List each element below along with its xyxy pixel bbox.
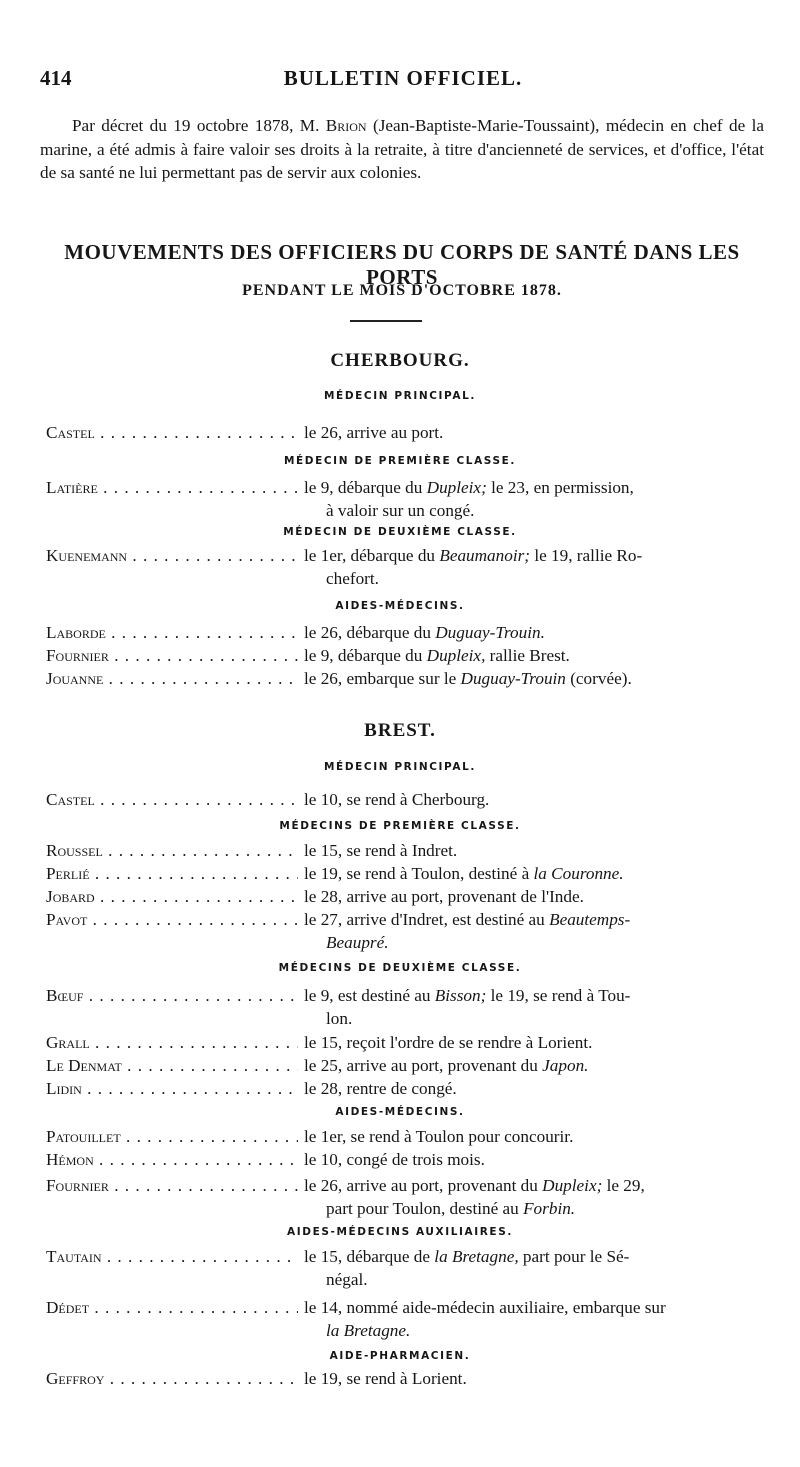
ship-name: la Bretagne. [326,1321,411,1340]
list-item [46,1367,766,1390]
list-item [46,1148,766,1171]
rank-heading: MÉDECIN PRINCIPAL. [324,761,476,773]
list-item [46,1245,766,1291]
entry-text-continuation: chefort. [326,569,379,588]
officer-name: Perlié . . . [46,862,298,885]
rank-heading: MÉDECIN PRINCIPAL. [324,390,476,402]
list-item [46,1031,766,1054]
entry-text-continuation [304,1197,766,1220]
entry-text [304,984,766,1030]
intro-paragraph [40,114,764,185]
ship-name: Dupleix; [426,478,487,497]
rank-heading: MÉDECIN DE PREMIÈRE CLASSE. [283,455,517,467]
officer-name: Dédet . . . [46,1296,298,1319]
intro-name: Brion [325,116,367,135]
entry-text-part: le 9, débarque du [304,646,423,665]
entry-text: le 26, arrive au port. [304,423,444,442]
page-header [40,66,766,96]
list-item [46,1174,766,1220]
page-number: 414 [40,66,72,90]
ship-name: Dupleix, [426,646,486,665]
entry-text: le 28, rentre de congé. [304,1079,457,1098]
officer-name: Patouillet . . . [46,1125,298,1148]
entry-text [304,544,766,590]
entry-text-part: le 25, arrive au port, provenant du [304,1056,538,1075]
officer-name: Jobard . . . [46,885,298,908]
entry-text [304,1054,766,1077]
ship-name: la Couronne. [533,864,624,883]
running-title: BULLETIN OFFICIEL. [283,66,523,90]
entry-text: le 1er, se rend à Toulon pour concourir. [304,1127,574,1146]
ship-name: Beaumanoir; [439,546,531,565]
list-item [46,862,766,885]
entry-text: le 10, se rend à Cherbourg. [304,790,490,809]
ship-name: Duguay-Trouin [460,669,566,688]
officer-name: Kuenemann . . . [46,544,298,567]
officer-name: Castel . . . [46,421,298,444]
entry-text-part: le 27, arrive d'Indret, est destiné au [304,910,545,929]
list-item [46,644,766,667]
officer-name: Tautain . . . [46,1245,298,1268]
entry-text-part: le 26, débarque du [304,623,431,642]
officer-name: Lidin . . . [46,1077,298,1100]
entry-text-part: (corvée). [570,669,632,688]
entry-text [304,476,766,522]
entry-text-part: rallie Brest. [489,646,570,665]
entry-text-part: le 26, arrive au port, provenant du [304,1176,538,1195]
list-item [46,476,766,522]
entry-text [304,862,766,885]
entry-text-part: le 29, [606,1176,645,1195]
ship-name: Beautemps- [549,910,631,929]
ship-name: Dupleix; [542,1176,603,1195]
entry-text [304,621,766,644]
list-item [46,1125,766,1148]
ship-name: la Bretagne, [434,1247,519,1266]
intro-prefix: Par décret du 19 octobre 1878, M. [72,116,320,135]
officer-name: Fournier . . . [46,1174,298,1197]
rank-heading: AIDES-MÉDECINS AUXILIAIRES. [287,1226,513,1238]
entry-text-part: part pour le Sé- [522,1247,630,1266]
entry-text: le 19, se rend à Lorient. [304,1369,467,1388]
officer-name: Grall . . . [46,1031,298,1054]
officer-name: Bœuf . . . [46,984,298,1007]
entry-text-part: le 19, rallie Ro- [534,546,643,565]
city-heading-cherbourg: CHERBOURG. [330,350,470,371]
entry-text: le 15, reçoit l'ordre de se rendre à Lorient. [304,1033,593,1052]
entry-text-part: le 26, embarque sur le [304,669,457,688]
officer-name: Latière . . . [46,476,298,499]
rank-heading: AIDES-MÉDECINS. [335,1106,465,1118]
officer-name: Roussel . . . [46,839,298,862]
place-name: Japon. [542,1056,589,1075]
entry-text-continuation: négal. [326,1270,368,1289]
entry-text-part: le 19, se rend à Tou- [490,986,631,1005]
entry-text-part: le 14, nommé aide-médecin auxiliaire, embarque sur [304,1298,666,1317]
entry-text [304,644,766,667]
entry-text-continuation: Beaupré. [326,933,389,952]
list-item [46,1296,766,1342]
entry-text: le 15, se rend à Indret. [304,841,458,860]
list-item [46,621,766,644]
intro-suffix: (Jean-Baptiste-Marie-Toussaint), médecin en chef de la marine, a été admis à faire valoir ses droits à la retraite, à titre d'ancienneté de services, et d'office, l'état de sa santé ne lui permettant pas de servir aux colonies. [40,116,765,182]
entry-text-part: le 23, en permission, [491,478,634,497]
entry-text-continuation: à valoir sur un congé. [326,501,475,520]
entry-text [304,908,766,954]
title-rule [350,320,422,322]
entry-text-part: le 9, débarque du [304,478,423,497]
list-item [46,667,766,690]
ship-name: Forbin. [523,1199,576,1218]
rank-heading: MÉDECINS DE PREMIÈRE CLASSE. [279,820,521,832]
officer-name: Laborde . . . [46,621,298,644]
entry-text [304,1245,766,1291]
list-item [46,908,766,954]
ship-name: Bisson; [434,986,487,1005]
list-item [46,1054,766,1077]
list-item [46,544,766,590]
officer-name: Geffroy . . . [46,1367,298,1390]
list-item [46,885,766,908]
entry-text: le 28, arrive au port, provenant de l'Inde. [304,887,584,906]
entry-text-part: le 1er, débarque du [304,546,436,565]
list-item [46,839,766,862]
rank-heading: AIDES-MÉDECINS. [335,600,465,612]
entry-text [304,667,766,690]
officer-name: Fournier . . . [46,644,298,667]
ship-name: Duguay-Trouin. [435,623,545,642]
rank-heading: AIDE-PHARMACIEN. [329,1350,471,1362]
sub-title: PENDANT LE MOIS D'OCTOBRE 1878. [242,282,562,299]
list-item [46,1077,766,1100]
rank-heading: MÉDECINS DE DEUXIÈME CLASSE. [278,962,522,974]
entry-text-continuation: lon. [326,1009,353,1028]
list-item [46,788,766,811]
entry-text-part: le 19, se rend à Toulon, destiné à [304,864,530,883]
officer-name: Castel . . . [46,788,298,811]
entry-text-part: le 9, est destiné au [304,986,431,1005]
city-heading-brest: BREST. [364,720,436,741]
main-title: MOUVEMENTS DES OFFICIERS DU CORPS DE SANTÉ DANS LES PORTS [64,240,740,289]
entry-text [304,1174,766,1220]
entry-text-part: part pour Toulon, destiné au [326,1199,519,1218]
officer-name: Pavot . . . [46,908,298,931]
list-item [46,984,766,1030]
entry-text-part: le 15, débarque de [304,1247,430,1266]
officer-name: Hémon . . . [46,1148,298,1171]
list-item [46,421,766,444]
entry-text [304,1296,766,1342]
entry-text: le 10, congé de trois mois. [304,1150,485,1169]
officer-name: Le Denmat . . . [46,1054,298,1077]
rank-heading: MÉDECIN DE DEUXIÈME CLASSE. [283,526,517,538]
officer-name: Jouanne . . . [46,667,298,690]
